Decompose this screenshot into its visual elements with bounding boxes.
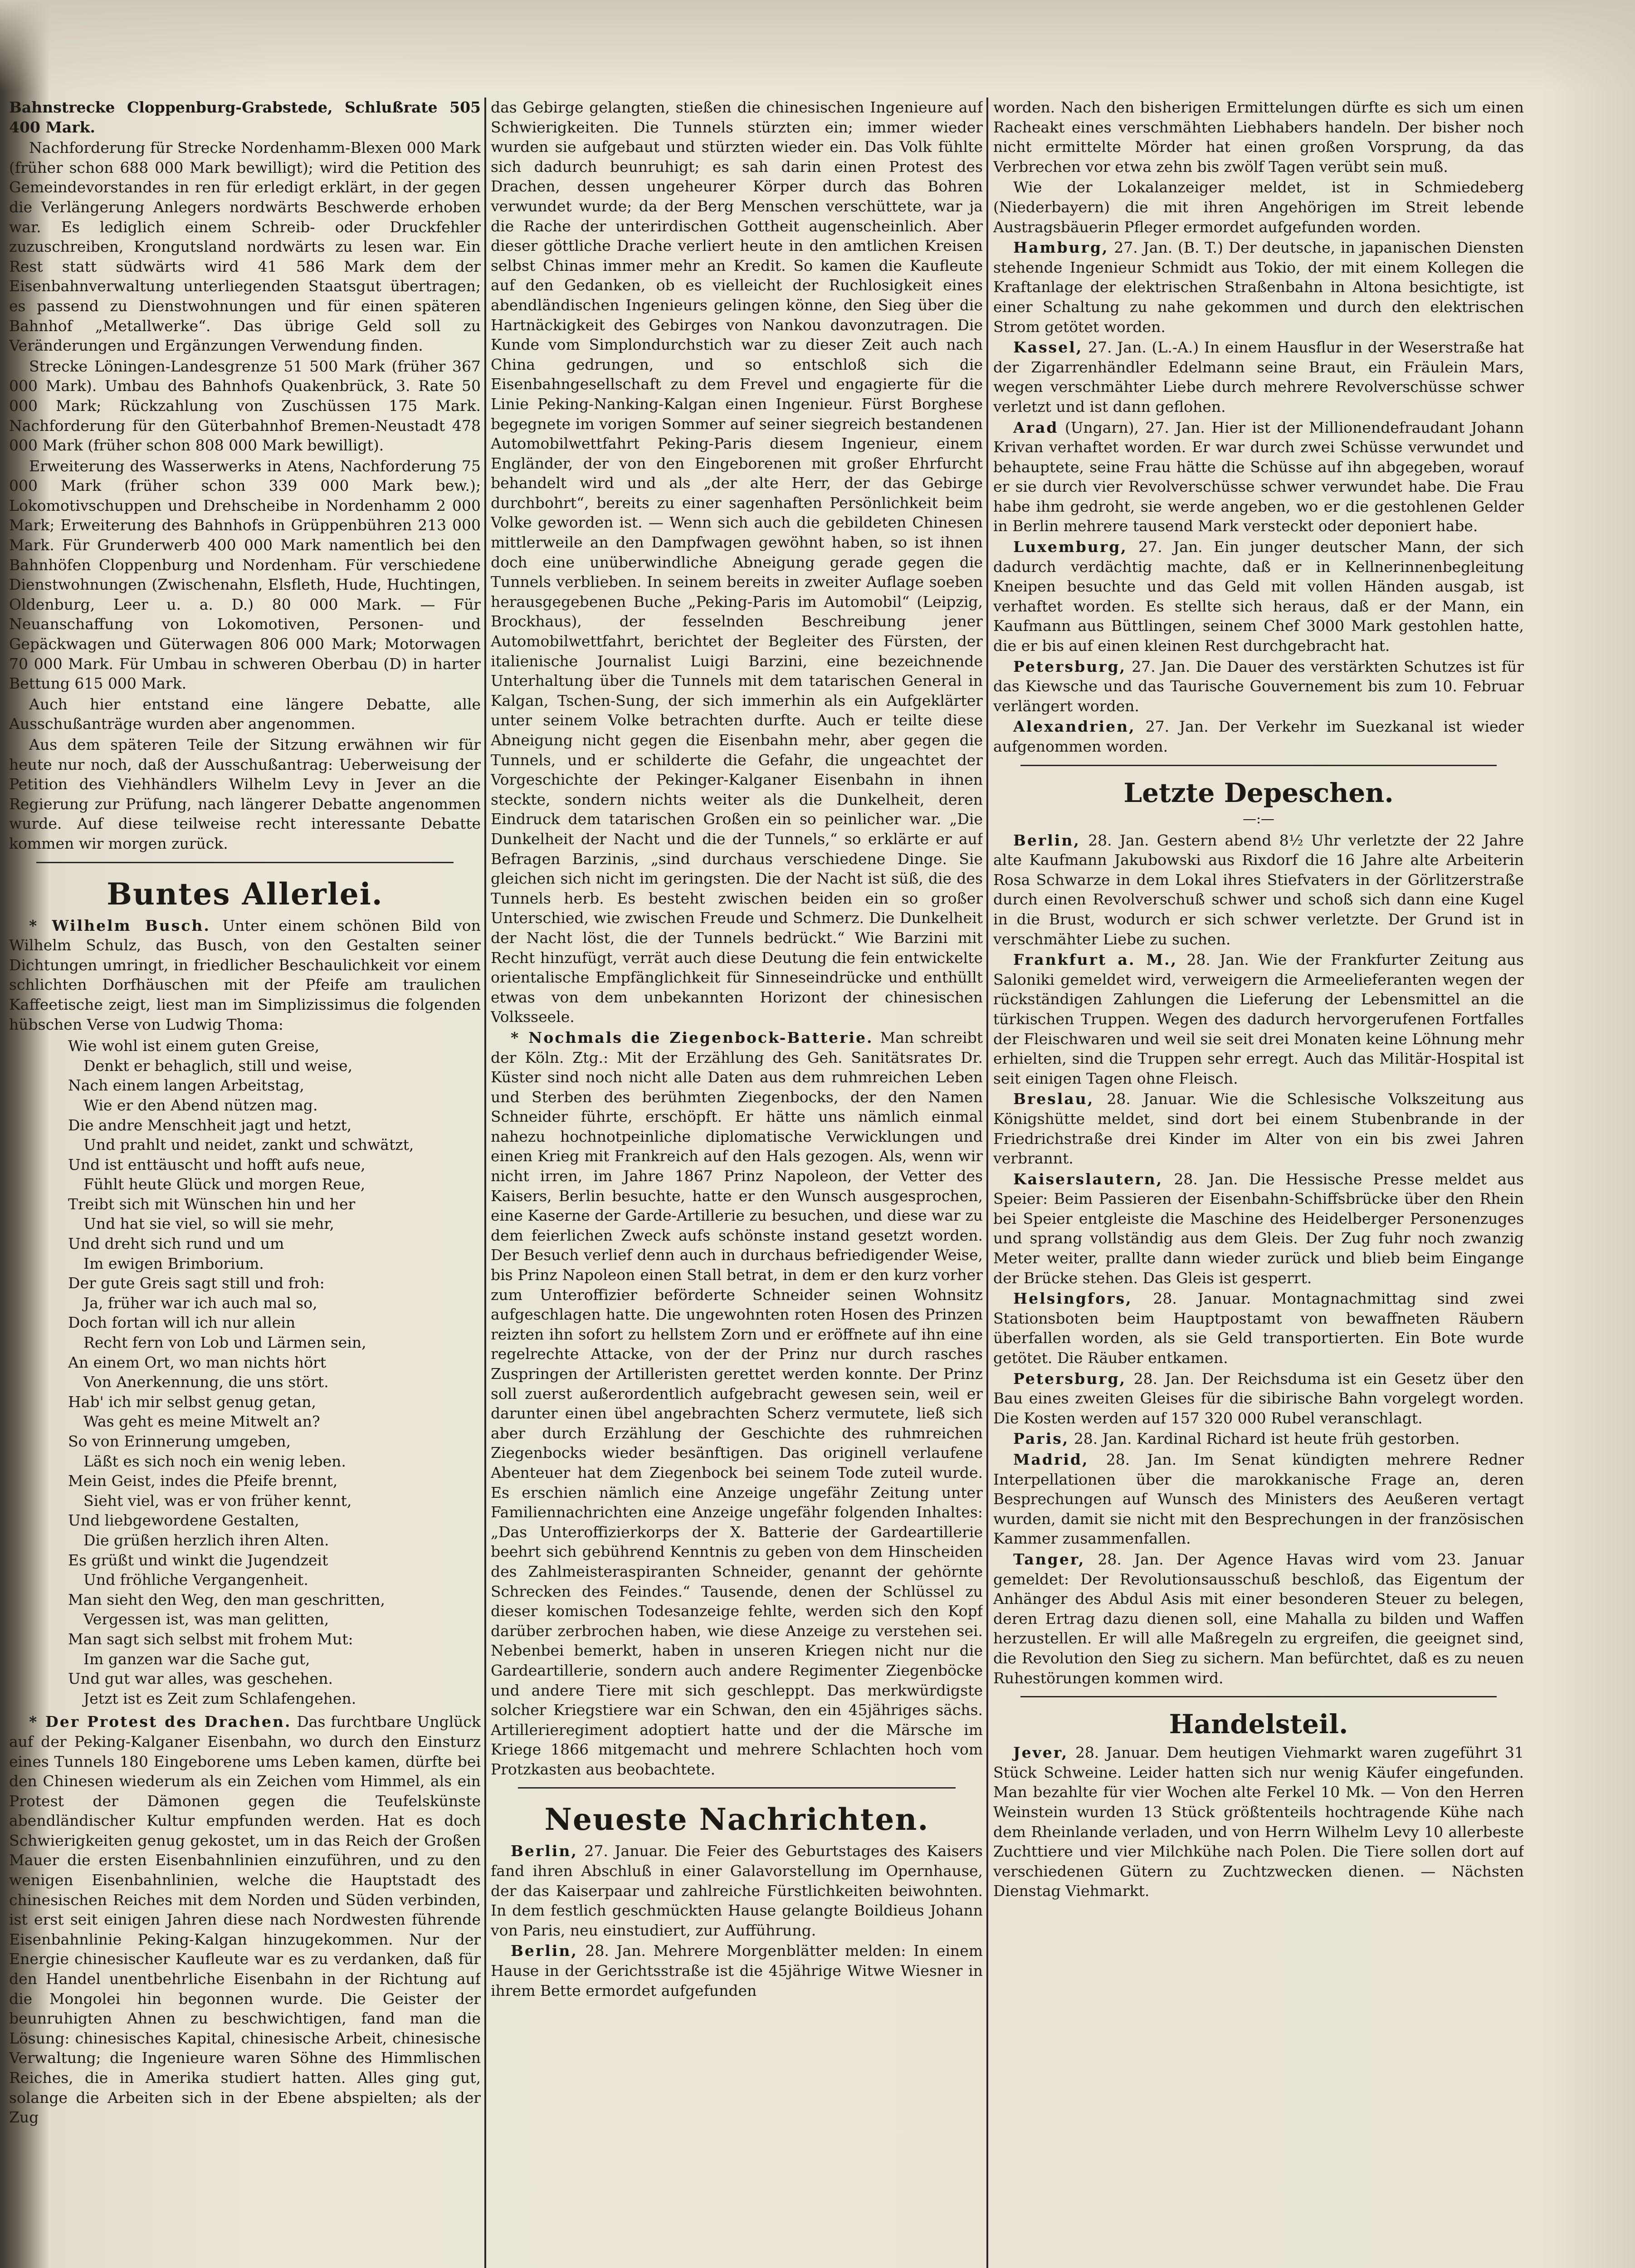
- poem-line: Und ist enttäuscht und hofft aufs neue,: [68, 1155, 366, 1173]
- article-busch: [9, 916, 481, 1035]
- news-text: 27. Jan. (B. T.) Der deutsche, in japanischen Diensten stehende Ingenieur Schmidt aus Tokio, der mit einem Kollegen die Kraftanlage der elektrischen Straßenbahn in Altona besichtigte, ist einer Schaltung zu nahe gekommen und durch den elektrischen Strom getötet worden.: [993, 239, 1524, 336]
- text-paragraph: Wie der Lokalanzeiger meldet, ist in Schmiedeberg (Niederbayern) die mit ihren Angehörigen im Streit lebende Austragsbäuerin Pfleger ermordet aufgefunden worden.: [993, 178, 1524, 236]
- section-heading-handelsteil: Handelsteil.: [1169, 1709, 1348, 1740]
- poem-line: Ja, früher war ich auch mal so,: [83, 1294, 317, 1312]
- news-dateline: Alexandrien,: [1013, 718, 1136, 736]
- text-paragraph: das Gebirge gelangten, stießen die chinesischen Ingenieure auf Schwierigkeiten. Die Tunnels stürzten ein; immer wieder wurden sie aufgebaut und stürzten wieder ein. Das Volk fühlte sich dadurch beunruhigt; es sah darin einen Protest des Drachen, dessen ungeheurer Körper durch das Bohren verwundet wurde; da der Berg Menschen verschüttete, war ja die Rache der unterirdischen Gottheit augenscheinlich. Aber dieser göttliche Drache verliert heute in den amtlichen Kreisen selbst Chinas immer mehr an Kredit. So kamen die Kaufleute auf den Gedanken, ob es vielleicht der Ruchlosigkeit eines abendländischen Ingenieurs gelingen könne, den Sieg über die Hartnäckigkeit des Gebirges von Nankou davonzutragen. Die Kunde vom Simplondurchstich war zu dieser Zeit auch nach China gedrungen, und so entschloß sich die Eisenbahngesellschaft zu dem Frevel und engagierte für die Linie Peking-Nanking-Kalgan einen Ingenieur. Fürst Borghese begegnete im vorigen Sommer auf seiner siegreich bestandenen Automobilwettfahrt Peking-Paris diesem Ingenieur, einem Engländer, der von den Eingeborenen mit großer Ehrfurcht behandelt wird und als „der alte Herr, der das Gebirge durchbohrt“, bereits zu einer sagenhaften Persönlichkeit beim Volke geworden ist. — Wenn sich auch die gebildeten Chinesen mittlerweile an den Dampfwagen gewöhnt haben, so ist ihnen doch eine unüberwindliche Abneigung gerade gegen die Tunnels verblieben. In seinem bereits in zweiter Auflage soeben herausgegebenen Buche „Peking-Paris im Automobil“ (Leipzig, Brockhaus), der fesselnden Beschreibung jener Automobilwettfahrt, berichtet der Begleiter des Fürsten, der italienische Journalist Luigi Barzini, eine bezeichnende Unterhaltung über die Tunnels mit dem tatarischen General in Kalgan, Tschen-Sung, der sich immerhin als ein Aufgeklärter unter seinem Volke betrachten durfte. Auch er teilte diese Abneigung nicht gegen die Eisenbahn mehr, aber gegen die Tunnels, und er schilderte die Gefahr, die ungeachtet der Vorgeschichte der Pekinger-Kalganer Eisenbahn in ihnen steckte, sondern nichts weiter als die Dunkelheit, deren Eindruck dem tatarischen Großen ein so peinlicher war. „Die Dunkelheit der Nacht und die der Tunnels,“ so erklärte er auf Befragen Barzinis, „sind durchaus verschiedene Dinge. Sie gleichen sich nicht im geringsten. Die der Nacht ist süß, die des Tunnels herb. Es besteht zwischen beiden ein so großer Unterschied, wie zwischen Freude und Schmerz. Die Dunkelheit der Nacht löst, die der Tunnels bedrückt.“ Wie Barzini mit Recht hinzufügt, verrät auch diese Deutung die fein entwickelte orientalische Empfänglichkeit für Sinneseindrücke und enthüllt etwas von dem unbekannten Horizont der chinesischen Volksseele.: [491, 98, 983, 1026]
- news-text: 28. Januar. Wie die Schlesische Volkszeitung aus Königshütte meldet, sind dort bei einem Stubenbrande in der Friedrichstraße drei Kinder im Alter von ein bis zwei Jahren verbrannt.: [993, 1090, 1524, 1168]
- poem-line: Man sagt sich selbst mit frohem Mut:: [68, 1630, 353, 1648]
- news-item: [993, 717, 1524, 756]
- section-heading-letzte-depeschen: Letzte Depeschen.: [1123, 777, 1394, 808]
- column-rule: [484, 98, 486, 2268]
- poem-line: Wie er den Abend nützen mag.: [83, 1096, 318, 1114]
- news-text: 28. Januar. Montagnachmittag sind zwei Stationsboten beim Hauptpostamt von bewaffneten Räubern überfallen worden, als sie Geld transportierten. Ein Bote wurde getötet. Die Räuber entkamen.: [993, 1290, 1524, 1367]
- poem-line: Der gute Greis sagt still und froh:: [68, 1274, 325, 1292]
- news-dateline: Arad: [1013, 418, 1059, 436]
- poem-line: Wie wohl ist einem guten Greise,: [68, 1037, 320, 1055]
- article-keyword: * Der Protest des Drachen.: [29, 1713, 292, 1731]
- news-dateline: Luxemburg,: [1013, 538, 1127, 556]
- section-heading-buntes-allerlei: Buntes Allerlei.: [107, 876, 383, 912]
- article-text: Das furchtbare Unglück auf der Peking-Kalganer Eisenbahn, wo durch den Einsturz eines Tunnels 180 Eingeborene ums Leben kamen, dürfte bei den Chinesen wiederum als ein Zeichen vom Himmel, als ein Protest der Dämonen gegen die Teufelskünste abendländischer Kultur empfunden werden. Hat es doch Schwierigkeiten genug gekostet, um in das Reich der Großen Mauer die ersten Eisenbahnlinien einzuführen, und zu den wenigen Eisenbahnlinien, welche die Hauptstadt des chinesischen Reiches mit dem Norden und Süden verbinden, ist erst seit einigen Jahren diese nach Nordwesten führende Eisenbahnlinie Peking-Kalgan hinzugekommen. Nur der Energie chinesischer Kaufleute war es zu verdanken, daß für den Handel unentbehrliche Eisenbahn in der Richtung auf die Mongolei hin begonnen wurde. Die Geister der beunruhigten Ahnen zu beschwichtigen, fand man die Lösung: chinesisches Kapital, chinesische Arbeit, chinesische Verwaltung; die Ingenieure waren Söhne des Himmlischen Reiches, die in Amerika studiert hatten. Alles ging gut, solange die Arbeiten sich in der Ebene abspielten; als der Zug: [9, 1713, 481, 2126]
- section-divider: [36, 862, 454, 863]
- news-dateline: Berlin,: [511, 1842, 578, 1860]
- poem-line: Man sieht den Weg, den man geschritten,: [68, 1590, 386, 1608]
- news-item: [993, 950, 1524, 1088]
- news-item: [993, 537, 1524, 656]
- poem: [68, 1036, 481, 1708]
- news-dateline: Helsingfors,: [1013, 1290, 1132, 1308]
- text-paragraph: Auch hier entstand eine längere Debatte, alle Ausschußanträge wurden aber angenommen.: [9, 695, 481, 733]
- news-item: [491, 1941, 983, 2000]
- poem-line: Doch fortan will ich nur allein: [68, 1314, 296, 1332]
- article-text: Man schreibt der Köln. Ztg.: Mit der Erzählung des Geh. Sanitätsrates Dr. Küster sind noch nicht alle Daten aus dem ruhmreichen Leben und Sterben des berühmten Ziegenbocks, der den Namen Schneider führte, erschöpft. Er hätte uns nämlich einmal nahezu hochnotpeinliche diplomatische Verwicklungen und einen Krieg mit Frankreich auf den Hals gezogen. Als, wenn wir nicht irren, im Jahre 1867 Prinz Napoleon, der Vetter des Kaisers, Berlin besuchte, hatte er den Wunsch ausgesprochen, eine Kaserne der Garde-Artillerie zu besuchen, und diese war zu dem feierlichen Zweck aufs schönste instand gesetzt worden. Der Besuch verlief denn auch in durchaus befriedigender Weise, bis Prinz Napoleon einen Stall betrat, in dem er den kurz vorher zum Unteroffizier beförderte Schneider seinen Wohnsitz aufgeschlagen hatte. Die ungewohnten roten Hosen des Prinzen reizten ihn sofort zu hellstem Zorn und er eröffnete auf ihn eine regelrechte Attacke, von der der Prinz nur durch rasches Zuspringen der Artilleristen gerettet werden konnte. Der Prinz soll zuerst außerordentlich aufgebracht gewesen sein, weil er darunter einen übel angebrachten Scherz vermutete, ließ sich aber durch Erzählung der Geschichte des ruhmreichen Ziegenbocks wieder besänftigen. Das originell verlaufene Abenteuer hat dem Ziegenbock bei seinem Tode zuteil wurde. Es erschien nämlich eine Anzeige ungefähr Zeitung unter Familiennachrichten eine Anzeige ungefähr folgenden Inhaltes: „Das Unteroffizierkorps der X. Batterie der Gardeartillerie beehrt sich gebührend Kenntnis zu geben von dem Hinscheiden des Zahlmeisteraspiranten Schneider, genannt der gehörnte Schrecken des Feindes.“ Tausende, denen der Schlüssel zu dieser komischen Todesanzeige fehlte, werden sich den Kopf darüber zerbrochen haben, wie diese Anzeige zu verstehen sei. Nebenbei bemerkt, haben in unseren Kriegen nicht nur die Gardeartillerie, sondern auch andere Regimenter Ziegenböcke und andere Tiere mit sich geschleppt. Das merkwürdigste solcher Kriegstiere war ein Schwan, den ein 45jähriges sächs. Artillerieregiment adoptiert hatte und der die Märsche im Kriege 1866 mitgemacht und mehrere Schlachten hoch vom Protzkasten aus beobachtete.: [491, 1028, 983, 1778]
- news-item: [993, 1169, 1524, 1288]
- text-paragraph: Strecke Löningen-Landesgrenze 51 500 Mark (früher 367 000 Mark). Umbau des Bahnhofs Quakenbrück, 3. Rate 50 000 Mark; Rückzahlung von Zuschüssen 175 Mark. Nachforderung für den Güterbahnhof Bremen-Neustadt 478 000 Mark (früher schon 808 000 Mark bewilligt).: [9, 357, 481, 455]
- text-paragraph: Aus dem späteren Teile der Sitzung erwähnen wir für heute nur noch, daß der Ausschußantrag: Ueberweisung der Petition des Viehhändlers Wilhelm Levy in Jever an die Regierung zur Prüfung, nach längerer Debatte angenommen wurde. Auf diese teilweise recht interessante Debatte kommen wir morgen zurück.: [9, 736, 481, 852]
- news-item: [993, 1549, 1524, 1688]
- news-dateline: Jever,: [1013, 1744, 1069, 1762]
- column-1: [9, 98, 481, 2128]
- news-item: [993, 418, 1524, 537]
- news-dateline: Frankfurt a. M.,: [1013, 951, 1178, 969]
- poem-line: Es grüßt und winkt die Jugendzeit: [68, 1551, 328, 1569]
- poem-line: Jetzt ist es Zeit zum Schlafengehen.: [83, 1689, 356, 1707]
- page-shadow: [0, 0, 1635, 91]
- poem-line: An einem Ort, wo man nichts hört: [68, 1353, 326, 1371]
- poem-line: Die grüßen herzlich ihren Alten.: [83, 1531, 329, 1549]
- poem-line: Läßt es sich noch ein wenig leben.: [83, 1452, 346, 1470]
- news-text: 27. Januar. Die Feier des Geburtstages des Kaisers fand ihren Abschluß in einer Galavorstellung im Opernhause, der das Kaiserpaar und zahlreiche Fürstlichkeiten beiwohnten. In dem festlich geschmückten Hause gelangte Boildieus Johann von Paris, neu einstudiert, zur Aufführung.: [491, 1842, 983, 1939]
- poem-line: Fühlt heute Glück und morgen Reue,: [83, 1175, 366, 1193]
- text-paragraph: Nachforderung für Strecke Nordenhamm-Blexen 000 Mark (früher schon 688 000 Mark bewilligt); wird die Petition des Gemeindevorstandes in ren für erledigt erklärt, in der gegen die Verlängerung Anlegers nordwärts Beschwerde erhoben war. Es lediglich einem Schreib- oder Druckfehler zuzuschreiben, Krongutsland nordwärts zu lesen war. Ein Rest statt südwärts wird 41 586 Mark dem der Eisenbahnverwaltung unterliegenden Staatsgut übertragen; es passend zu Dienstwohnungen und für einen späteren Bahnhof „Metallwerke“. Das übrige Geld soll zu Veränderungen und Ergänzungen Verwendung finden.: [9, 139, 481, 355]
- poem-line: Im ewigen Brimborium.: [83, 1254, 264, 1272]
- news-dateline: Tanger,: [1013, 1550, 1085, 1568]
- article-keyword: * Nochmals die Ziegenbock-Batterie.: [511, 1028, 874, 1046]
- poem-line: Mein Geist, indes die Pfeife brennt,: [68, 1472, 338, 1490]
- news-item: [993, 1089, 1524, 1168]
- news-text: 28. Jan. Der Agence Havas wird vom 23. Januar gemeldet: Der Revolutionsausschuß beschloß, das Eigentum der Anhänger des Abdul Asis mit einer besonderen Steuer zu belegen, deren Ertrag dazu dienen soll, eine Mahalla zu bilden und Waffen herzustellen. Er will alle Maßregeln zu ergreifen, die geeignet sind, die Revolution den Sieg zu sichern. Man befürchtet, daß es zu neuen Ruhestörungen kommen wird.: [993, 1550, 1524, 1687]
- poem-line: Recht fern von Lob und Lärmen sein,: [83, 1334, 366, 1352]
- news-text: 28. Jan. Gestern abend 8½ Uhr verletzte der 22 Jahre alte Kaufmann Jakubowski aus Rixdorf die 16 Jahre alte Arbeiterin Rosa Schwarze in dem Lokal ihres Stiefvaters in der Görlitzerstraße durch einen Revolverschuß schwer und schoß sich dann eine Kugel in die Brust, wodurch er sich schwer verletzte. Der Grund ist in verschmähter Liebe zu suchen.: [993, 831, 1524, 948]
- news-item: [491, 1841, 983, 1940]
- news-dateline: Kaiserslautern,: [1013, 1170, 1163, 1188]
- news-item: [993, 657, 1524, 716]
- news-item: [993, 1289, 1524, 1368]
- news-text: 28. Jan. Wie der Frankfurter Zeitung aus Saloniki gemeldet wird, verweigern die Armeelieferanten wegen der rückständigen Zahlungen die Lieferung der Lebensmittel an die türkischen Truppen. Wegen des dadurch hervorgerufenen Fortfalles der Fleischwaren und weil sie seit drei Monaten keine Löhnung mehr erhielten, sind die Truppen sehr erregt. Auch das Militär-Hospital ist seit einigen Tagen ohne Fleisch.: [993, 951, 1524, 1087]
- text-paragraph: Erweiterung des Wasserwerks in Atens, Nachforderung 75 000 Mark (früher schon 339 000 Mark bew.); Lokomotivschuppen und Drehscheibe in Nordenhamm 2 000 Mark; Erweiterung des Bahnhofs in Grüppenbühren 213 000 Mark. Für Grunderwerb 400 000 Mark namentlich bei den Bahnhöfen Cloppenburg und Nordenham. Für verschiedene Dienstwohnungen (Zwischenahn, Elsfleth, Hude, Huchtingen, Oldenburg, Leer u. a. D.) 80 000 Mark. — Für Neuanschaffung von Lokomotiven, Personen- und Gepäckwagen und Güterwagen 806 000 Mark; Motorwagen 70 000 Mark. Für Umbau in schweren Oberbau (D) in harter Bettung 615 000 Mark.: [9, 457, 481, 693]
- news-text: 27. Jan. (L.-A.) In einem Hausflur in der Weserstraße hat der Zigarrenhändler Edelmann seine Braut, ein Fräulein Mars, wegen verschmähter Liebe durch mehrere Revolverschüsse schwer verletzt und ist dann geflohen.: [993, 338, 1524, 415]
- news-dateline: Paris,: [1013, 1430, 1069, 1448]
- news-text: 27. Jan. Der Verkehr im Suezkanal ist wieder aufgenommen worden.: [993, 718, 1524, 755]
- news-dateline: Berlin,: [511, 1942, 578, 1960]
- news-text: 27. Jan. Ein junger deutscher Mann, der sich dadurch verdächtig machte, daß er in Kellnerinnenbegleitung Kneipen besuchte und das Geld mit vollen Händen ausgab, ist verhaftet worden. Es stellte sich heraus, daß er der Mann, ein Kaufmann aus Büttlingen, seinem Chef 3000 Mark gestohlen hatte, die er bis auf einen kleinen Rest durchgebracht hat.: [993, 538, 1524, 655]
- news-text: 28. Jan. Kardinal Richard ist heute früh gestorben.: [1074, 1430, 1460, 1448]
- section-divider: [1020, 765, 1497, 766]
- section-heading-neueste-nachrichten: Neueste Nachrichten.: [544, 1802, 929, 1838]
- news-dateline: Madrid,: [1013, 1451, 1089, 1468]
- poem-line: Im ganzen war die Sache gut,: [83, 1650, 310, 1668]
- poem-line: Und hat sie viel, so will sie mehr,: [83, 1215, 335, 1233]
- news-text: 28. Jan. Im Senat kündigten mehrere Redner Interpellationen über die marokkanische Frage an, deren Besprechungen auf Wunsch des Ministers des Aeußeren vertagt wurden, damit sie nicht mit den Besprechungen in der französischen Kammer zusammenfallen.: [993, 1451, 1524, 1548]
- poem-line: Nach einem langen Arbeitstag,: [68, 1076, 304, 1095]
- poem-line: Und dreht sich rund und um: [68, 1235, 284, 1253]
- poem-line: So von Erinnerung umgeben,: [68, 1432, 291, 1450]
- news-text: 28. Jan. Die Hessische Presse meldet aus Speier: Beim Passieren der Eisenbahn-Schiffsbrücke über den Rhein bei Speier entgleiste die Maschine des Heidelberger Personenzuges und sprang vollständig aus dem Gleis. Der Zug fuhr noch zwanzig Meter weiter, prallte dann wieder zurück und blieb beim Eingange der Brücke stehen. Das Gleis ist gesperrt.: [993, 1170, 1524, 1287]
- text-paragraph: worden. Nach den bisherigen Ermittelungen dürfte es sich um einen Racheakt eines verschmähten Liebhabers handeln. Der bisher noch nicht ermittelte Mörder hat einen großen Vorsprung, da das Verbrechen vor etwa zehn bis zwölf Tagen verübt sein muß.: [993, 98, 1524, 176]
- column-rule: [986, 98, 988, 2268]
- poem-line: Die andre Menschheit jagt und hetzt,: [68, 1116, 352, 1134]
- section-divider: [518, 1787, 956, 1789]
- poem-line: Hab' ich mir selbst genug getan,: [68, 1393, 316, 1411]
- news-item: [993, 831, 1524, 949]
- poem-line: Sieht viel, was er von früher kennt,: [83, 1491, 352, 1510]
- article-protest: [9, 1712, 481, 2127]
- news-text: 28. Januar. Dem heutigen Viehmarkt waren zugeführt 31 Stück Schweine. Leider hatten sich nur wenig Käufer eingefunden. Man bezahlte für vier Wochen alte Ferkel 10 Mk. — Von den Herren Weinstein wurden 13 Stück größtenteils hochtragende Kühe nach dem Rheinlande verladen, und von Herrn Wilhelm Levy 10 allerbeste Zuchttiere und vier Milchkühe nach Polen. Die Tiere sollen dort auf verschiedenen Gütern zu Zuchtzwecken dienen. — Nächsten Dienstag Viehmarkt.: [993, 1744, 1524, 1900]
- news-item: [993, 238, 1524, 337]
- poem-line: Denkt er behaglich, still und weise,: [83, 1056, 353, 1075]
- news-dateline: Petersburg,: [1013, 657, 1127, 675]
- news-dateline: Petersburg,: [1013, 1369, 1127, 1388]
- poem-line: Und liebgewordene Gestalten,: [68, 1511, 299, 1530]
- poem-line: Was geht es meine Mitwelt an?: [83, 1413, 320, 1431]
- news-text: 27. Jan. Die Dauer des verstärkten Schutzes ist für das Kiewsche und das Taurische Gouvernement bis zum 10. Februar verlängert worden.: [993, 657, 1524, 715]
- article-text: Unter einem schönen Bild von Wilhelm Schulz, das Busch, von den Gestalten seiner Dichtungen umringt, in friedlicher Beschaulichkeit vor einem schlichten Dorfhäuschen mit der Pfeife am traulichen Kaffeetische zeigt, liest man im Simplizissimus die folgenden hübschen Verse von Ludwig Thoma:: [9, 916, 481, 1033]
- column-3: [993, 98, 1524, 1902]
- news-item: [993, 337, 1524, 416]
- news-dateline: Breslau,: [1013, 1090, 1094, 1108]
- news-item: [993, 1743, 1524, 1901]
- news-dateline: Hamburg,: [1013, 239, 1109, 257]
- article-keyword: * Wilhelm Busch.: [29, 916, 210, 934]
- poem-line: Und fröhliche Vergangenheit.: [83, 1571, 308, 1589]
- news-dateline: Kassel,: [1013, 338, 1083, 357]
- poem-line: Und prahlt und neidet, zankt und schwätzt,: [83, 1136, 414, 1154]
- section-divider: [1020, 1696, 1497, 1697]
- poem-line: Und gut war alles, was geschehen.: [68, 1670, 333, 1688]
- column-2: [491, 98, 983, 2001]
- news-dateline: Berlin,: [1013, 831, 1080, 849]
- news-item: [993, 1429, 1524, 1449]
- poem-line: Von Anerkennung, die uns stört.: [83, 1373, 329, 1391]
- news-text: 28. Jan. Mehrere Morgenblätter melden: In einem Hause in der Gerichtsstraße ist die 45jährige Witwe Wiesner in ihrem Bette ermordet aufgefunden: [491, 1942, 983, 1999]
- news-item: [993, 1369, 1524, 1428]
- text-paragraph: Bahnstrecke Cloppenburg-Grabstede, Schlußrate 505 400 Mark.: [9, 98, 481, 136]
- article-ziegenbock: [491, 1028, 983, 1779]
- poem-line: Vergessen ist, was man gelitten,: [83, 1610, 329, 1628]
- heading-ornament: —:—: [1242, 811, 1275, 827]
- news-text: (Ungarn), 27. Jan. Hier ist der Millionendefraudant Johann Krivan verhaftet worden. Er war durch zwei Schüsse verwundet und behauptete, seine Frau hätte die Schüsse auf ihn abgegeben, worauf er sie durch vier Revolverschüsse schwer verwundet habe. Die Frau habe ihm gedroht, sie werde angeben, wo er die gestohlenen Gelder in Berlin mehrere tausend Mark versteckt oder deponiert habe.: [993, 418, 1524, 535]
- news-text: 28. Jan. Der Reichsduma ist ein Gesetz über den Bau eines zweiten Gleises für die sibirische Bahn vorgelegt worden. Die Kosten werden auf 157 320 000 Rubel veranschlagt.: [993, 1369, 1524, 1427]
- poem-line: Treibt sich mit Wünschen hin und her: [68, 1195, 356, 1213]
- news-item: [993, 1450, 1524, 1549]
